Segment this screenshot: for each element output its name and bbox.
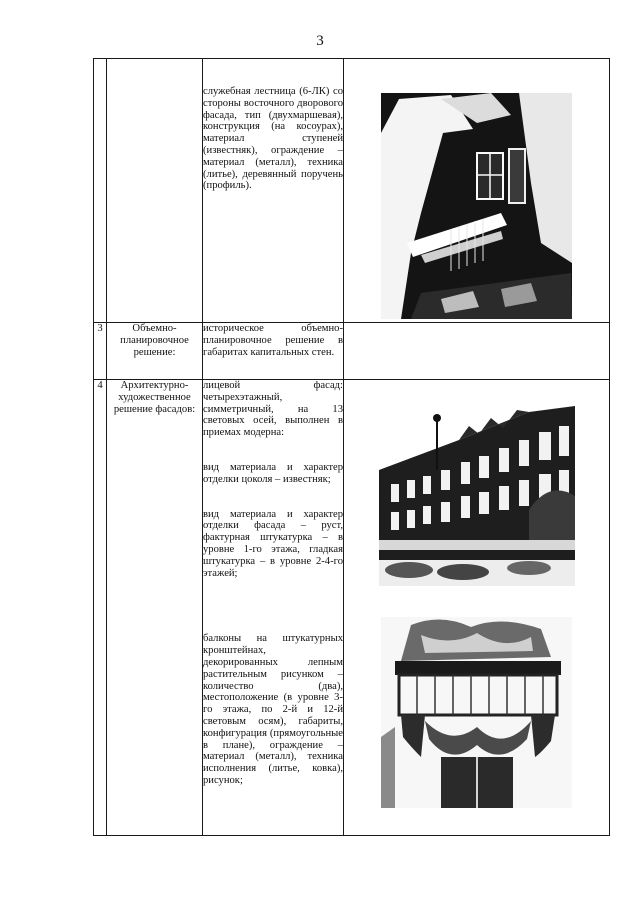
row-number-cell: 3: [94, 323, 107, 380]
row-name-cell: Объемно-планировочное решение:: [107, 323, 203, 380]
staircase-photo: [381, 93, 572, 319]
row-name-cell: Архитектурно-художественное решение фасадов:: [107, 380, 203, 836]
facade-photo: [379, 400, 575, 586]
space-planning-description: историческое объемно-планировочное решение в габаритах капитальных стен.: [203, 323, 343, 358]
page-number: 3: [316, 33, 324, 49]
balconies-description: балконы на штукатурных кронштейнах, декорированных лепным растительным рисунком – количество (два), местоположение (в уровне 3-го этажа, по 2-й и 12-й световым осям), габариты, конфигурация (прямоугольные в плане), ограждение – материал (металл), техника исполнения (литье, ковка), рисунок;: [203, 633, 343, 786]
row-image-cell: [344, 59, 610, 323]
table-row-staircase: [94, 59, 610, 323]
row-name-cell: [107, 59, 203, 323]
heritage-object-table: [93, 58, 610, 836]
facade-finish: вид материала и характер отделки фасада – руст, фактурная штукатурка – в уровне 1-го этажа, гладкая штукатурка – в уровне 2-4-го этажей;: [203, 508, 343, 579]
balcony-photo: [381, 617, 572, 808]
row-description-cell: [203, 323, 344, 380]
plinth-finish: вид материала и характер отделки цоколя – известняк;: [203, 461, 343, 485]
row-number-cell: [94, 59, 107, 323]
staircase-description: служебная лестница (6-ЛК) со стороны восточного дворового фасада, тип (двухмаршевая), конструкция (на косоурах), материал ступеней (известняк), ограждение – материал (металл), техника (литье), деревянный поручень (профиль).: [203, 86, 343, 192]
facade-overview: лицевой фасад: четырехэтажный, симметричный, на 13 световых осей, выполнен в приемах модерна:: [203, 380, 343, 439]
row-image-cell: [344, 380, 610, 836]
row-image-cell-empty: [344, 323, 610, 380]
row-description-cell: [203, 380, 344, 836]
table-row-space-planning: [94, 323, 610, 380]
row-number-cell: 4: [94, 380, 107, 836]
row-description-cell: [203, 59, 344, 323]
table-row-facades: [94, 380, 610, 836]
